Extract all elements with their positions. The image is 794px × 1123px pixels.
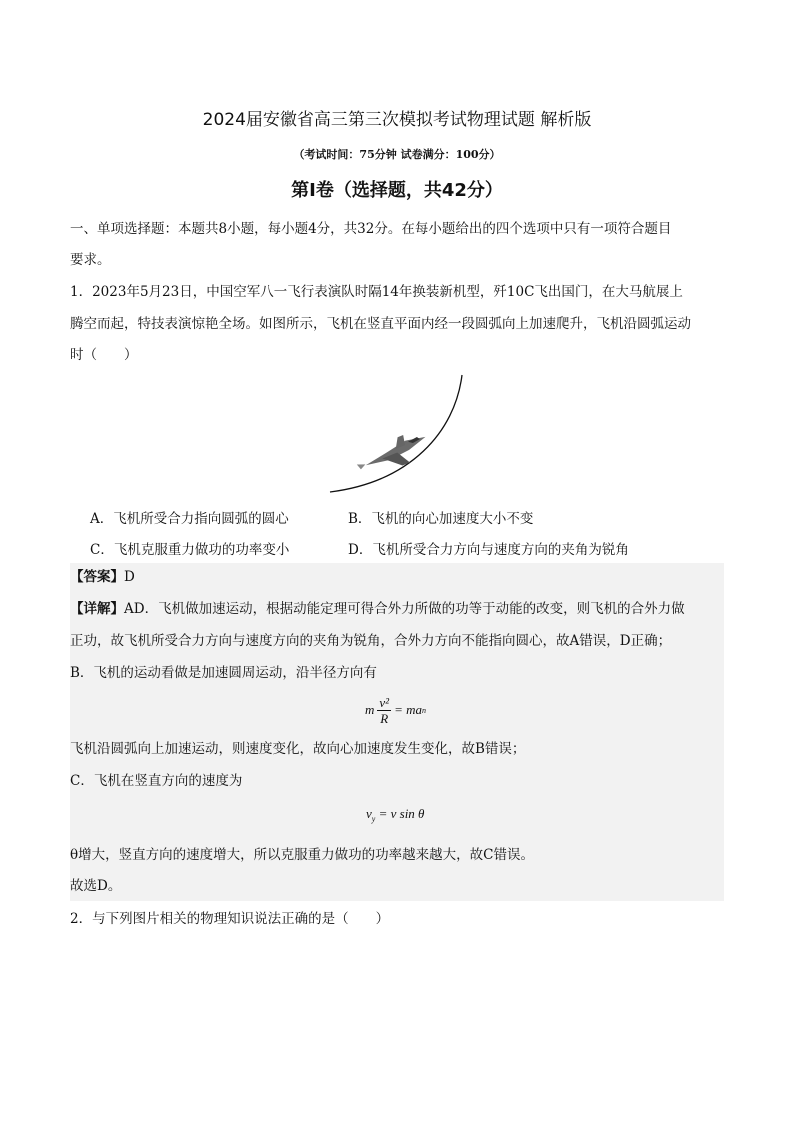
- q1-detail-4: 飞机沿圆弧向上加速运动，则速度变化，故向心加速度发生变化，故B错误；: [70, 741, 526, 757]
- formula1-m: m: [365, 702, 375, 717]
- q1-stem-1: 1．2023年5月23日，中国空军八一飞行表演队时隔14年换装新机型，歼10C飞出国门，在大马航展上: [70, 284, 683, 300]
- exam-info: （考试时间：75分钟 试卷满分：100分）: [293, 148, 501, 161]
- q1-detail-2: 正功，故飞机所受合力方向与速度方向的夹角为锐角，合外力方向不能指向圆心，故A错误，D正确；: [70, 633, 672, 649]
- q1-option-c: C．飞机克服重力做功的功率变小: [90, 542, 290, 558]
- q1-detail-6: θ增大，竖直方向的速度增大，所以克服重力做功的功率越来越大，故C错误。: [70, 847, 534, 863]
- q1-option-b: B．飞机的向心加速度大小不变: [348, 511, 534, 527]
- q1-stem-3: 时（ ）: [70, 347, 138, 363]
- q1-option-a: A．飞机所受合力指向圆弧的圆心: [90, 511, 289, 527]
- formula2-rhs: = v sin θ: [378, 806, 425, 821]
- formula2-subscript: y: [371, 814, 376, 824]
- q1-detail-1: [70, 594, 724, 625]
- formula2-lhs: v: [366, 806, 372, 821]
- section-instruction-1: 一、单项选择题：本题共8小题，每小题4分，共32分。在每小题给出的四个选项中只有一项符合题目: [70, 221, 672, 237]
- q1-detail-3: B．飞机的运动看做是加速圆周运动，沿半径方向有: [70, 665, 377, 681]
- q1-stem-2: 腾空而起，特技表演惊艳全场。如图所示，飞机在竖直平面内经一段圆弧向上加速爬升，飞机沿圆弧运动: [70, 316, 691, 332]
- page-title: 2024届安徽省高三第三次模拟考试物理试题 解析版: [202, 110, 592, 130]
- formula-centripetal: [365, 690, 426, 730]
- q1-detail-7: 故选D。: [70, 878, 122, 894]
- volume-heading: 第Ⅰ卷（选择题，共42分）: [291, 180, 503, 201]
- section-instruction-2: 要求。: [70, 252, 111, 268]
- answer-label: 【答案】: [70, 569, 124, 585]
- q1-option-d: D．飞机所受合力方向与速度方向的夹角为锐角: [348, 542, 629, 558]
- detail-text-1: AD．飞机做加速运动，根据动能定理可得合外力所做的功等于动能的改变，则飞机的合外力做: [124, 601, 685, 617]
- formula1-numerator: v²: [379, 694, 390, 710]
- formula1-denominator: R: [380, 710, 389, 726]
- formula1-rhs: = ma: [394, 702, 422, 717]
- formula1-fraction: [377, 695, 391, 726]
- q1-figure: [325, 372, 475, 497]
- q1-answer: [70, 562, 724, 593]
- formula-vertical-velocity: [366, 806, 424, 824]
- q1-detail-5: C．飞机在竖直方向的速度为: [70, 773, 243, 789]
- formula1-subscript: n: [421, 705, 426, 715]
- detail-label: 【详解】: [70, 601, 124, 617]
- answer-value: D: [124, 569, 135, 585]
- q2-stem: 2．与下列图片相关的物理知识说法正确的是（ ）: [70, 911, 390, 927]
- arc-path: [330, 375, 462, 492]
